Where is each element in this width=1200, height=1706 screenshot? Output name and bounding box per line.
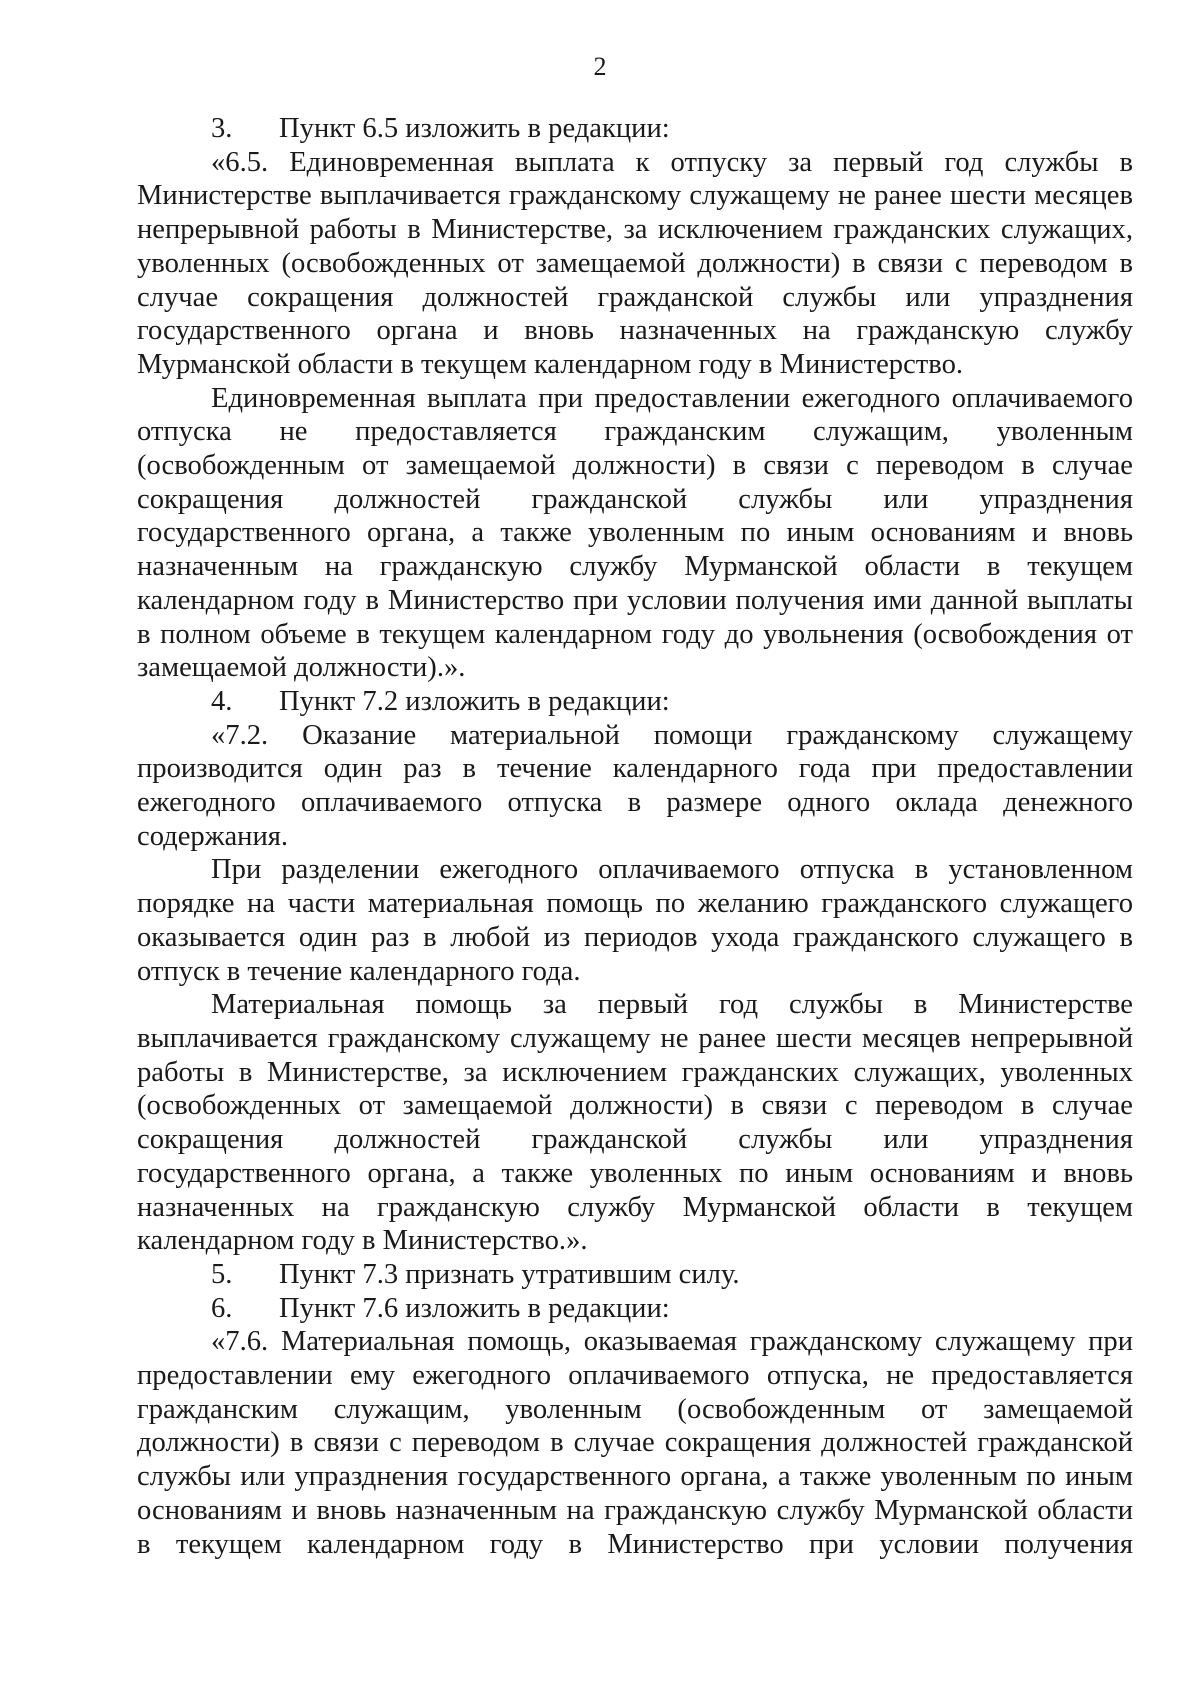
numbered-item — [137, 112, 1133, 146]
paragraph: «7.6. Материальная помощь, оказываемая гражданскому служащему при предоставлении ему ежегодного оплачиваемого отпуска, не предоставляется гражданским служащим, уволенным (освобожденным от замещаемой должности) в связи с переводом в случае сокращения должностей гражданской службы или упразднения государственного органа, а также уволенным по иным основаниям и вновь назначенным на гражданскую службу Мурманской области в текущем календарном году в Министерство при условии получения — [137, 1326, 1133, 1560]
item-number: 5. — [211, 1258, 233, 1290]
item-number: 4. — [211, 685, 233, 717]
item-text: Пункт 7.3 признать утратившим силу. — [279, 1258, 740, 1290]
paragraph: «6.5. Единовременная выплата к отпуску за первый год службы в Министерстве выплачивается гражданскому служащему не ранее шести месяцев непрерывной работы в Министерстве, за исключением гражданских служащих, уволенных (освобожденных от замещаемой должности) в связи с переводом в случае сокращения должностей гражданской службы или упразднения государственного органа и вновь назначенных на гражданскую службу Мурманской области в текущем календарном году в Министерство. — [137, 146, 1133, 380]
item-number: 3. — [211, 113, 233, 144]
page-number: 2 — [593, 52, 607, 81]
item-text: Пункт 7.2 изложить в редакции: — [279, 685, 670, 717]
numbered-item — [137, 1258, 1133, 1292]
paragraph: Материальная помощь за первый год службы в Министерстве выплачивается гражданскому служащему не ранее шести месяцев непрерывной работы в Министерстве, за исключением гражданских служащих, уволенных (освобожденных от замещаемой должности) в связи с переводом в случае сокращения должностей гражданской службы или упразднения государственного органа, а также уволенных по иным основаниям и вновь назначенных на гражданскую службу Мурманской области в текущем календарном году в Министерство.». — [137, 989, 1133, 1257]
numbered-item — [137, 685, 1133, 719]
paragraph: «7.2. Оказание материальной помощи гражданскому служащему производится один раз в течение календарного года при предоставлении ежегодного оплачиваемого отпуска в размере одного оклада денежного содержания. — [137, 719, 1133, 852]
paragraph: Единовременная выплата при предоставлении ежегодного оплачиваемого отпуска не предоставляется гражданским служащим, уволенным (освобожденным от замещаемой должности) в связи с переводом в случае сокращения должностей гражданской службы или упразднения государственного органа, а также уволенным по иным основаниям и вновь назначенным на гражданскую службу Мурманской области в текущем календарном году в Министерство при условии получения ими данной выплаты в полном объеме в текущем календарном году до увольнения (освобождения от замещаемой должности).». — [137, 382, 1133, 684]
document-body — [137, 112, 1133, 1561]
item-text: Пункт 7.6 изложить в редакции: — [279, 1292, 670, 1324]
item-text: Пункт 6.5 изложить в редакции: — [279, 113, 670, 144]
paragraph: При разделении ежегодного оплачиваемого отпуска в установленном порядке на части материальная помощь по желанию гражданского служащего оказывается один раз в любой из периодов ухода гражданского служащего в отпуск в течение календарного года. — [137, 854, 1133, 987]
item-number: 6. — [211, 1292, 233, 1324]
numbered-item — [137, 1292, 1133, 1326]
